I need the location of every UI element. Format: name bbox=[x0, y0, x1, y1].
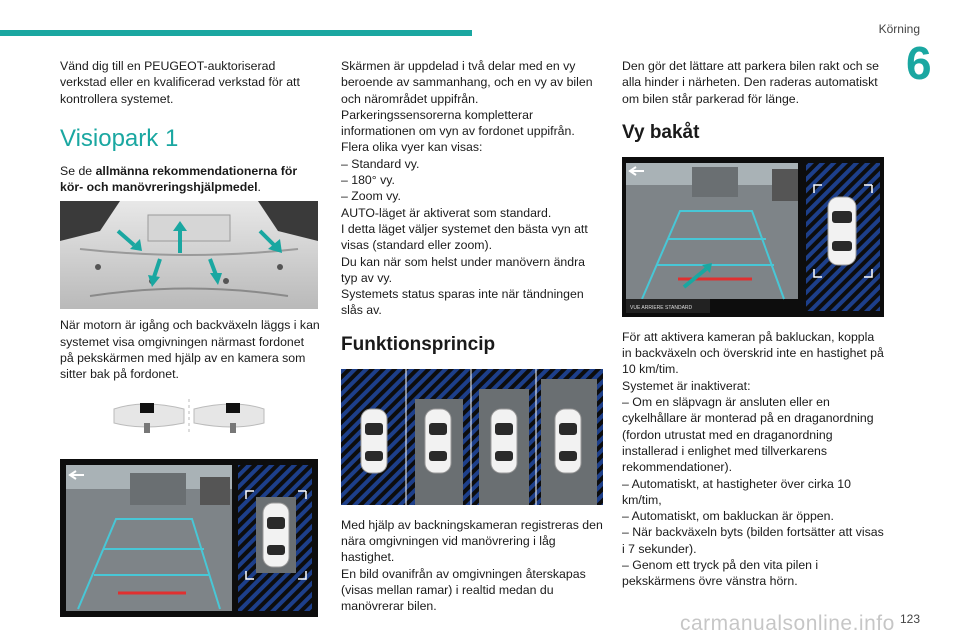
mirror-icon bbox=[114, 399, 264, 435]
section-title: Körning bbox=[878, 22, 920, 36]
camera-description: När motorn är igång och backväxeln läggs i kan systemet visa omgivningen närmast fordonet på pekskärmen med hjälp av en kamera som sitter bak på fordonet. bbox=[60, 318, 320, 382]
heading-vy-bakat: Vy bakåt bbox=[622, 121, 700, 143]
status-paragraph: Systemets status sparas inte när tändningen slås av. bbox=[341, 287, 584, 318]
views-intro: Flera olika vyer kan visas: bbox=[341, 140, 483, 155]
rear-bumper-figure bbox=[60, 201, 318, 309]
watermark: carmanualsonline.info bbox=[680, 612, 895, 635]
view-zoom: – Zoom vy. bbox=[341, 189, 401, 204]
car-top-icon bbox=[263, 503, 289, 567]
deactivated-item-arrow: – Genom ett tryck på den vita pilen i pekskärmens övre vänstra hörn. bbox=[622, 558, 819, 589]
header-accent-bar bbox=[0, 30, 472, 36]
car-top-icon bbox=[361, 409, 387, 473]
top-view-sequence-figure bbox=[341, 369, 603, 505]
deactivated-item-tailgate: – Automatiskt, om bakluckan är öppen. bbox=[622, 509, 834, 524]
column-2 bbox=[341, 58, 603, 621]
deactivated-item-trailer: – Om en släpvagn är ansluten eller en cykelhållare är monterad på en draganordning (fordon utrustat med en draganordning installerad i enlighet med tillverkarens rekommendationer). bbox=[622, 395, 874, 475]
intro-paragraph: Vänd dig till en PEUGEOT-auktoriserad verkstad eller en kvalificerad verkstad för att kontrollera systemet. bbox=[60, 59, 300, 106]
chapter-number: 6 bbox=[906, 37, 932, 89]
camera-registers-paragraph: Med hjälp av backningskameran registreras den nära omgivningen vid manövrering i låg hastighet. bbox=[341, 517, 603, 565]
activation-paragraph: För att aktivera kameran på bakluckan, koppla in backväxeln och överskrid inte en hastighet på 10 km/tim. bbox=[622, 329, 884, 377]
parking-screen-figure bbox=[60, 459, 318, 617]
parking-help-paragraph: Den gör det lättare att parkera bilen rakt och se alla hinder i närheten. Den raderas automatiskt om bilen står parkerad för länge. bbox=[622, 59, 880, 106]
car-top-icon bbox=[828, 197, 856, 265]
sensors-paragraph: Parkeringssensorerna kompletterar informationen om vyn av fordonet uppifrån. bbox=[341, 107, 575, 139]
rear-view-screen-figure bbox=[622, 157, 884, 317]
screen-view-label: VUE ARRIERE STANDARD bbox=[630, 304, 693, 311]
view-180: – 180° vy. bbox=[341, 173, 395, 188]
mirror-illustration bbox=[60, 395, 318, 439]
top-view-paragraph: En bild ovanifrån av omgivningen återskapas (visas mellan ramar) i realtid medan du manövrerar bilen. bbox=[341, 566, 586, 614]
recommendations-link-text: allmänna rekommendationerna för kör- och manövreringshjälpmedel bbox=[60, 163, 298, 195]
view-standard: – Standard vy. bbox=[341, 156, 420, 171]
heading-funktionsprincip: Funktionsprincip bbox=[341, 333, 496, 355]
deactivated-intro: Systemet är inaktiverat: bbox=[622, 378, 751, 393]
column-3 bbox=[622, 58, 884, 590]
deactivated-item-gear: – När backväxeln byts (bilden fortsätter att visas i 7 sekunder). bbox=[622, 525, 884, 556]
change-view-paragraph: Du kan när som helst under manövern ändra typ av vy. bbox=[341, 254, 586, 285]
heading-visiopark: Visiopark 1 bbox=[60, 124, 179, 152]
auto-mode-paragraph: AUTO-läget är aktiverat som standard. bbox=[341, 205, 552, 220]
page-number: 123 bbox=[899, 612, 920, 626]
auto-select-paragraph: I detta läget väljer systemet den bästa vyn att visas (standard eller zoom). bbox=[341, 221, 588, 253]
deactivated-item-speed: – Automatiskt, at hastigheter över cirka 10 km/tim, bbox=[622, 476, 851, 507]
column-1 bbox=[60, 58, 320, 617]
see-recommendations: Se de allmänna rekommendationerna för kör- och manövreringshjälpmedel. bbox=[60, 163, 298, 195]
screen-split-paragraph: Skärmen är uppdelad i två delar med en vy beroende av sammanhang, och en vy av bilen och närområdet uppifrån. bbox=[341, 59, 593, 106]
